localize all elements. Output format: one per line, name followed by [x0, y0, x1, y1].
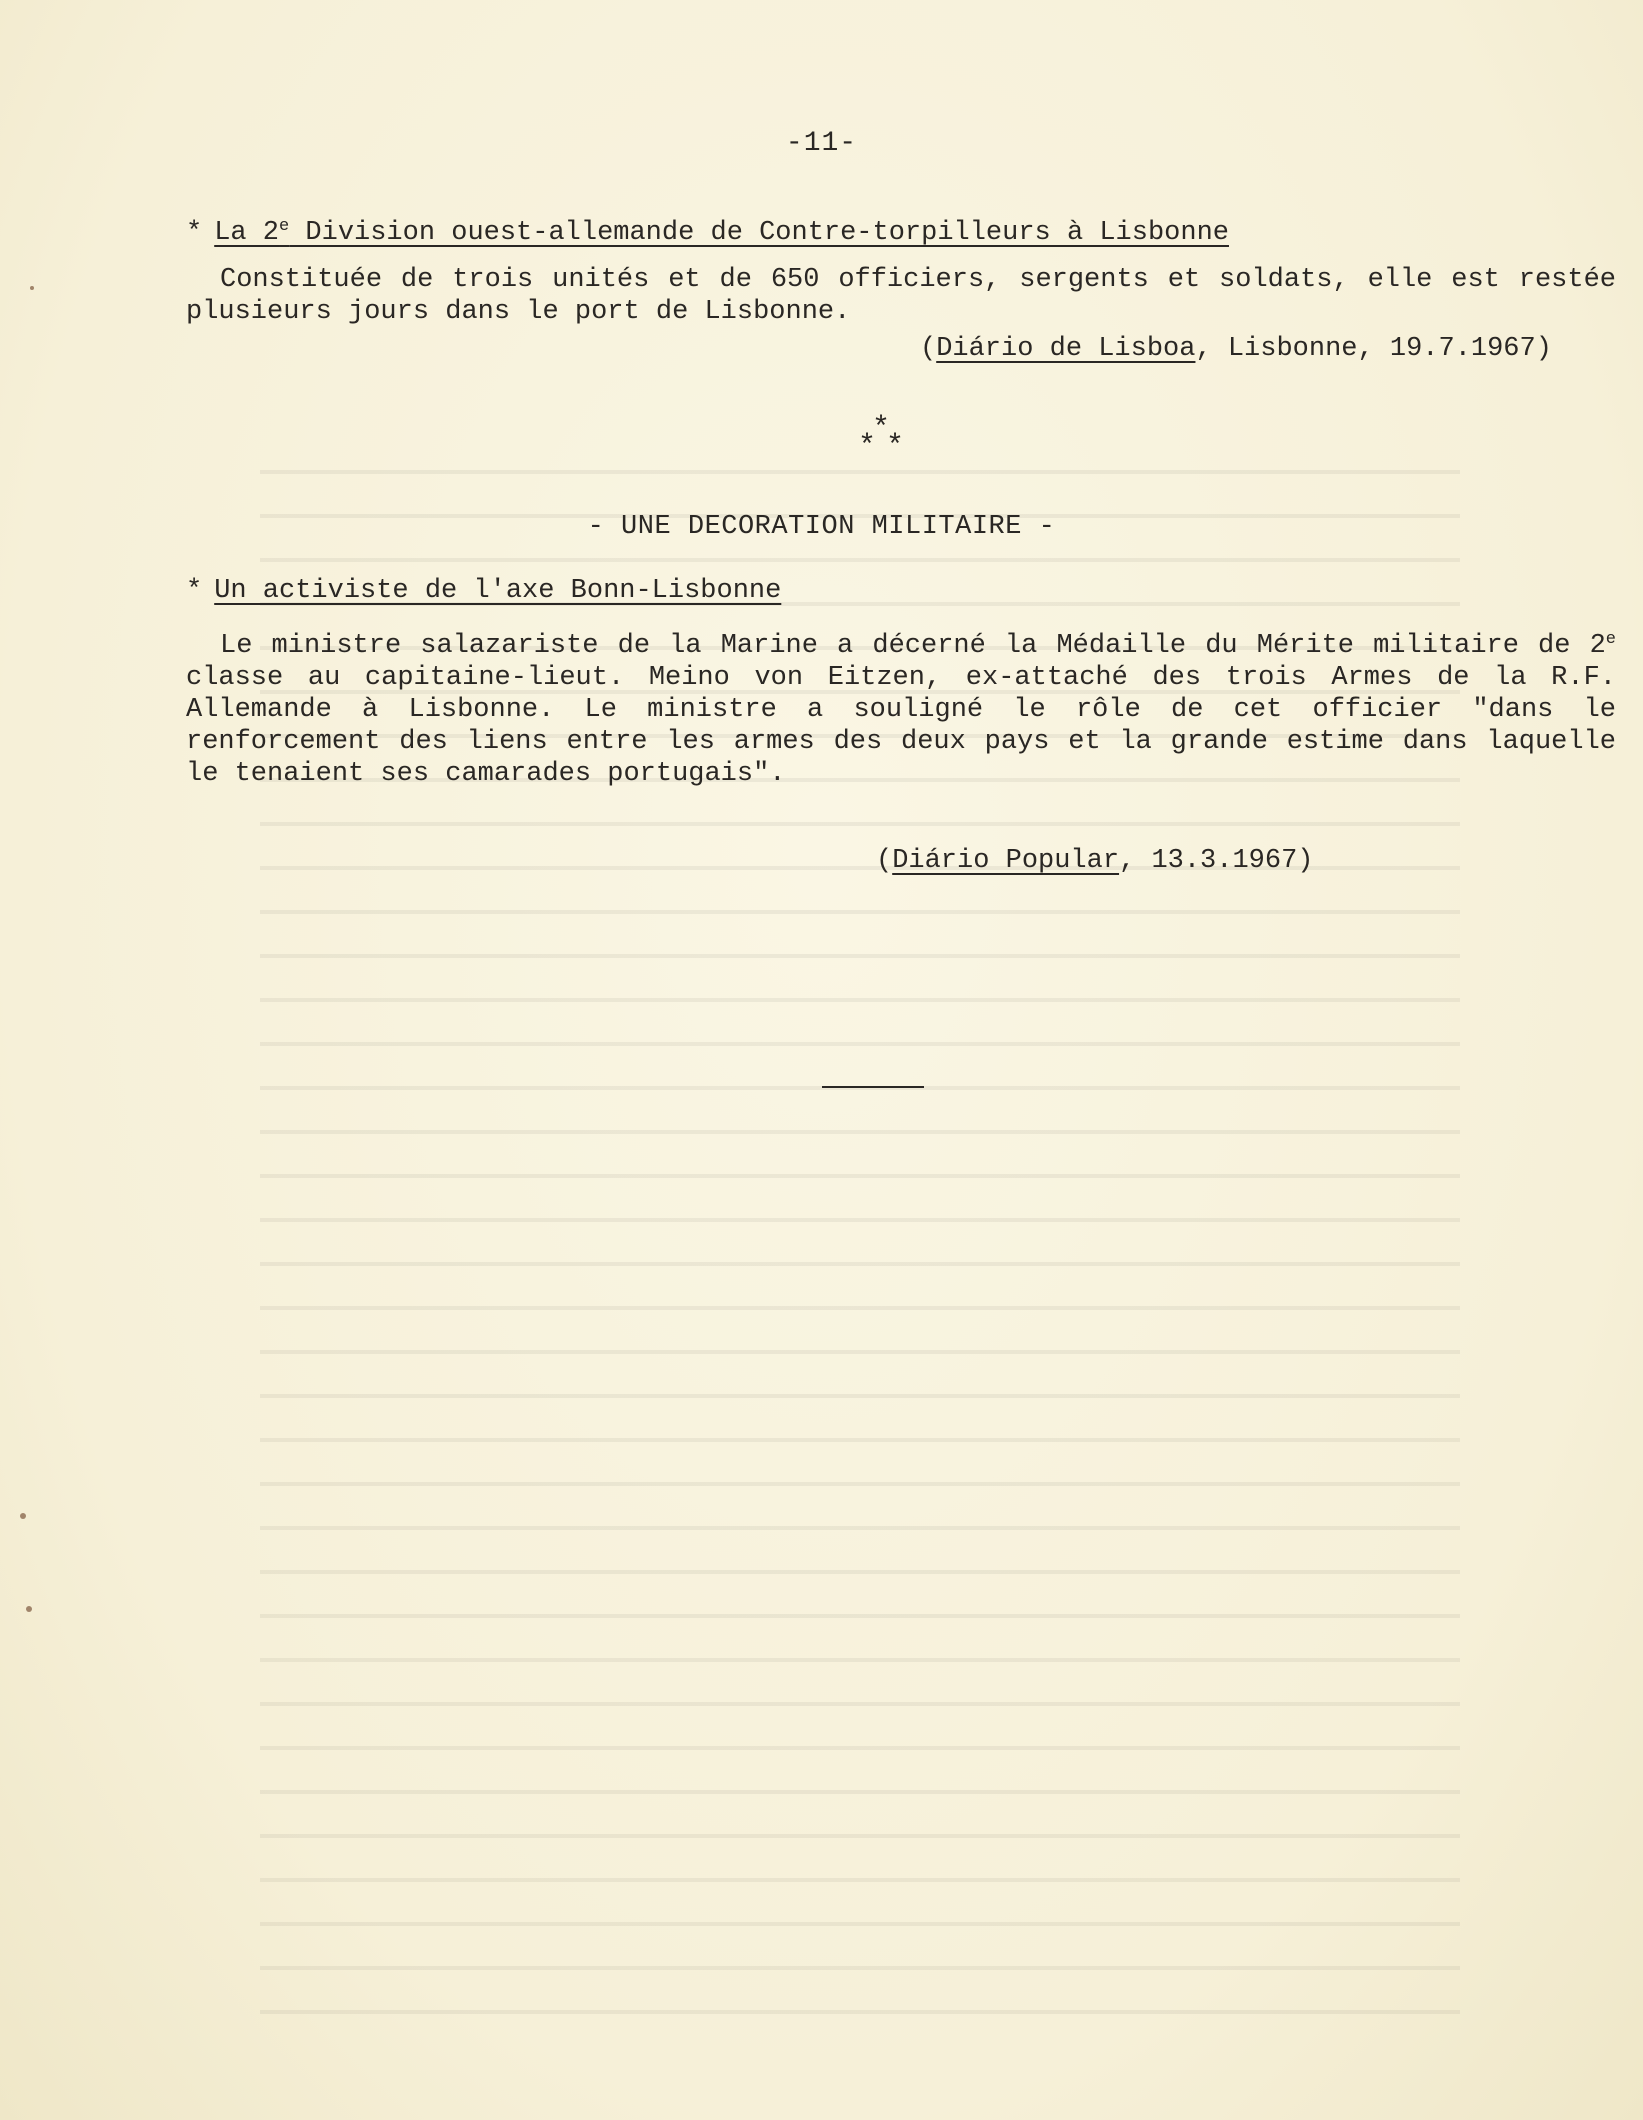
- asterisk-left: *: [858, 430, 877, 464]
- asterism-separator: [850, 412, 930, 462]
- article-1-body: Constituée de trois unités et de 650 officiers, sergents et soldats, elle est restée plusieurs jours dans le port de Lisbonne.: [186, 265, 1616, 327]
- paper-speck: [26, 1606, 32, 1612]
- closing-rule: [822, 1086, 924, 1088]
- paper-speck: [30, 286, 34, 290]
- bullet-asterisk: *: [186, 576, 203, 606]
- asterisk-right: *: [886, 430, 905, 464]
- asterisk-top: *: [872, 412, 891, 446]
- article-1-source-title: Diário de Lisboa: [936, 334, 1196, 364]
- article-2-source-title: Diário Popular: [892, 846, 1120, 876]
- article-2-title: Un activiste de l'axe Bonn-Lisbonne: [214, 576, 782, 606]
- article-1-title: La 2e Division ouest-allemande de Contre-torpilleurs à Lisbonne: [214, 217, 1229, 248]
- bullet-asterisk: *: [186, 218, 203, 248]
- page-number: -11-: [785, 128, 858, 159]
- section-title: - UNE DECORATION MILITAIRE -: [587, 512, 1056, 542]
- paper-speck: [20, 1513, 26, 1519]
- article-2-source: (Diário Popular, 13.3.1967): [876, 846, 1314, 876]
- article-1-source: (Diário de Lisboa, Lisbonne, 19.7.1967): [920, 334, 1552, 364]
- article-2-body: Le ministre salazariste de la Marine a décerné la Médaille du Mérite militaire de 2e classe au capitaine-lieut. Meino von Eitzen, ex-attaché des trois Armes de la R.F. Allemande à Lisbonne. Le ministre a souligné le rôle de cet officier "dans le renforcement des liens entre les armes des deux pays et la grande estime dans laquelle le tenaient ses camarades portugais".: [186, 630, 1616, 789]
- article-2-heading: [186, 574, 781, 608]
- article-1-heading: [186, 210, 1229, 250]
